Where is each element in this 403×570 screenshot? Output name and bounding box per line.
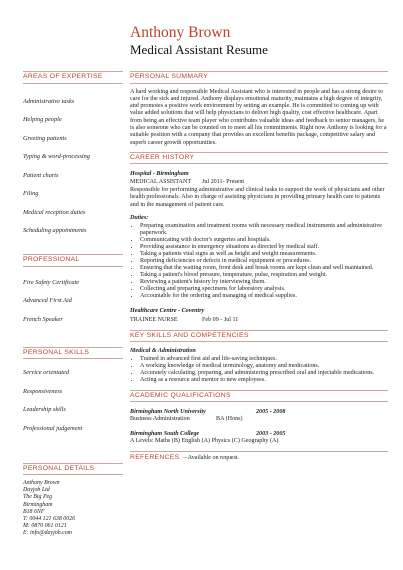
- expertise-item: Scheduling appointments: [23, 227, 87, 234]
- skill-item: • Trained in advanced first aid and life-saving techniques.: [140, 356, 388, 363]
- contact-line: The Big Peg: [23, 494, 53, 501]
- professional-item: Advanced First Aid: [23, 297, 72, 304]
- job2-employer: Healthcare Centre - Coventry: [130, 308, 205, 315]
- skills-list: [130, 356, 388, 384]
- summary-section: [130, 71, 388, 147]
- job2-row: [130, 317, 388, 324]
- edu1-course: Business Administration: [130, 416, 190, 423]
- expertise-item: Patient charts: [23, 171, 59, 179]
- professional-item: French Speaker: [23, 315, 63, 323]
- expertise-item: Typing & word-processing: [23, 153, 90, 160]
- expertise-section: [23, 71, 123, 235]
- professional-item: Fire Safety Certificate: [23, 278, 80, 286]
- summary-text: A hard working and responsible Medical Assistant who is interested in people and has a strong desire to care for the sick and injured. Anthony displays emotional maturity, maintains a high degree of integrity, and promotes a positive work environment by setting an example. He is committed to coming up with value added solutions that will help physicians to deliver high quality, cost effective healthcare. Apart from being an effective team player who contributes valuable ideas and feedback to senior managers, he is also someone who can be counted on to meet all his commitments. Right now Anthony is looking for a suitable position with a company that provides an excellent benefits package, competitive salary and superb career growth opportunities.: [130, 88, 387, 146]
- edu1-school: Birmingham North University: [130, 409, 206, 416]
- duty-item: • Reporting deficiencies or defects in medical equipment or procedures.: [140, 258, 388, 265]
- expertise-item: Helping people: [23, 116, 62, 123]
- contact-line: T: 0044 121 638 0026: [23, 516, 76, 523]
- job2-role: TRAINEE NURSE: [130, 317, 178, 324]
- personal-skills-section: [23, 347, 123, 433]
- expertise-heading: AREAS OF EXPERTISE: [23, 71, 123, 84]
- references-heading: REFERENCES: [130, 454, 180, 462]
- personal-skill-item: Professional judgement: [23, 424, 83, 432]
- duty-item: • Taking a patient's blood pressure, temperature, pulse, respiration and weight.: [140, 272, 388, 279]
- personal-details-text: [23, 480, 123, 538]
- career-heading: CAREER HISTORY: [130, 152, 388, 165]
- personal-skill-item: Service orientated: [23, 369, 69, 376]
- edu1-header: [130, 409, 388, 416]
- contact-line: Dayjob Ltd: [23, 487, 50, 494]
- references-text: – Available on request.: [183, 454, 240, 461]
- contact-line: B18 6NF: [23, 508, 45, 515]
- contact-line: Birmingham: [23, 501, 53, 508]
- job1-description: Responsible for performing administrative and clinical tasks to support the work of physicians and other health professionals. Also in charge of assisting physicians in providing primary health care to patients and in the management of patient care.: [130, 186, 385, 208]
- skills-section: [130, 330, 388, 384]
- job1-row: [130, 179, 388, 186]
- job1-dates: Jul 2011- Present: [202, 178, 245, 185]
- right-column: [130, 71, 388, 462]
- duty-item: • Collecting and preparing specimens for laboratory analysis.: [140, 286, 388, 293]
- job2-dates: Feb 09 - Jul 11: [202, 317, 239, 324]
- skills-subheading: Medical & Administration: [130, 348, 196, 355]
- personal-skills-heading: PERSONAL SKILLS: [23, 347, 123, 360]
- references-section: [130, 451, 388, 462]
- edu2-header: [130, 431, 388, 438]
- education-section: [130, 390, 388, 446]
- duty-item: • Taking a patients vital signs as well as height and weight measurements.: [140, 251, 388, 258]
- edu2-dates: 2003 - 2005: [256, 430, 286, 437]
- resume-title: Medical Assistant Resume: [130, 42, 268, 57]
- candidate-name: Anthony Brown: [130, 24, 231, 41]
- job1-role: MEDICAL ASSISTANT: [130, 178, 192, 185]
- skill-item: • Accurately calculating, preparing, and administering prescribed oral and injectable medications.: [140, 370, 388, 377]
- duty-item: • Preparing examination and treatment rooms with necessary medical instruments and administrative paperwork.: [140, 223, 388, 237]
- professional-heading: PROFESSIONAL: [23, 254, 123, 267]
- job1-employer: Hospital - Birmingham: [130, 171, 189, 178]
- expertise-item: Medical reception duties: [23, 208, 86, 216]
- left-column: [23, 71, 123, 538]
- personal-skill-item: Responsiveness: [23, 387, 63, 395]
- expertise-item: Greeting patients: [23, 134, 67, 142]
- personal-details-heading: PERSONAL DETAILS: [23, 463, 123, 476]
- edu1-grade: BA (Hons): [216, 416, 243, 423]
- duty-item: • Communicating with doctor's surgeries and hospitals.: [140, 237, 388, 244]
- personal-skill-item: Leadership skills: [23, 406, 66, 413]
- duty-item: • Providing assistance in emergency situations as directed by medical staff.: [140, 244, 388, 251]
- personal-details-section: [23, 463, 123, 538]
- career-section: [130, 152, 388, 325]
- expertise-item: Filing: [23, 190, 39, 197]
- edu2-course: A Levels: Maths (B) English (A) Physics (C) Geography (A): [130, 437, 279, 444]
- duties-list: [130, 223, 388, 300]
- expertise-item: Administrative tasks: [23, 97, 75, 105]
- duty-item: • Accountable for the ordering and managing of medical supplies.: [140, 293, 388, 300]
- contact-line: E: info@dayjob.com: [23, 530, 72, 537]
- skill-item: • A working knowledge of medical terminology, anatomy and medications.: [140, 363, 388, 370]
- summary-heading: PERSONAL SUMMARY: [130, 71, 388, 84]
- duty-item: • Ensuring that the waiting room, front desk and break rooms are kept clean and well maintained.: [140, 265, 388, 272]
- duties-label: Duties:: [130, 214, 149, 221]
- edu2-school: Birmingham South College: [130, 430, 200, 437]
- skill-item: • Acting as a resource and mentor to new employees.: [140, 377, 388, 384]
- edu1-dates: 2005 - 2008: [256, 409, 286, 416]
- education-heading: ACADEMIC QUALIFICATIONS: [130, 390, 388, 403]
- skills-heading: KEY SKILLS AND COMPETENCIES: [130, 330, 388, 343]
- contact-line: Anthony Brown: [23, 480, 60, 486]
- edu1-detail: [130, 416, 388, 423]
- resume-header: [130, 24, 268, 57]
- duty-item: • Reviewing a patient's history by interviewing them.: [140, 279, 388, 286]
- professional-section: [23, 254, 123, 324]
- contact-line: M: 0870 061 0121: [23, 523, 67, 530]
